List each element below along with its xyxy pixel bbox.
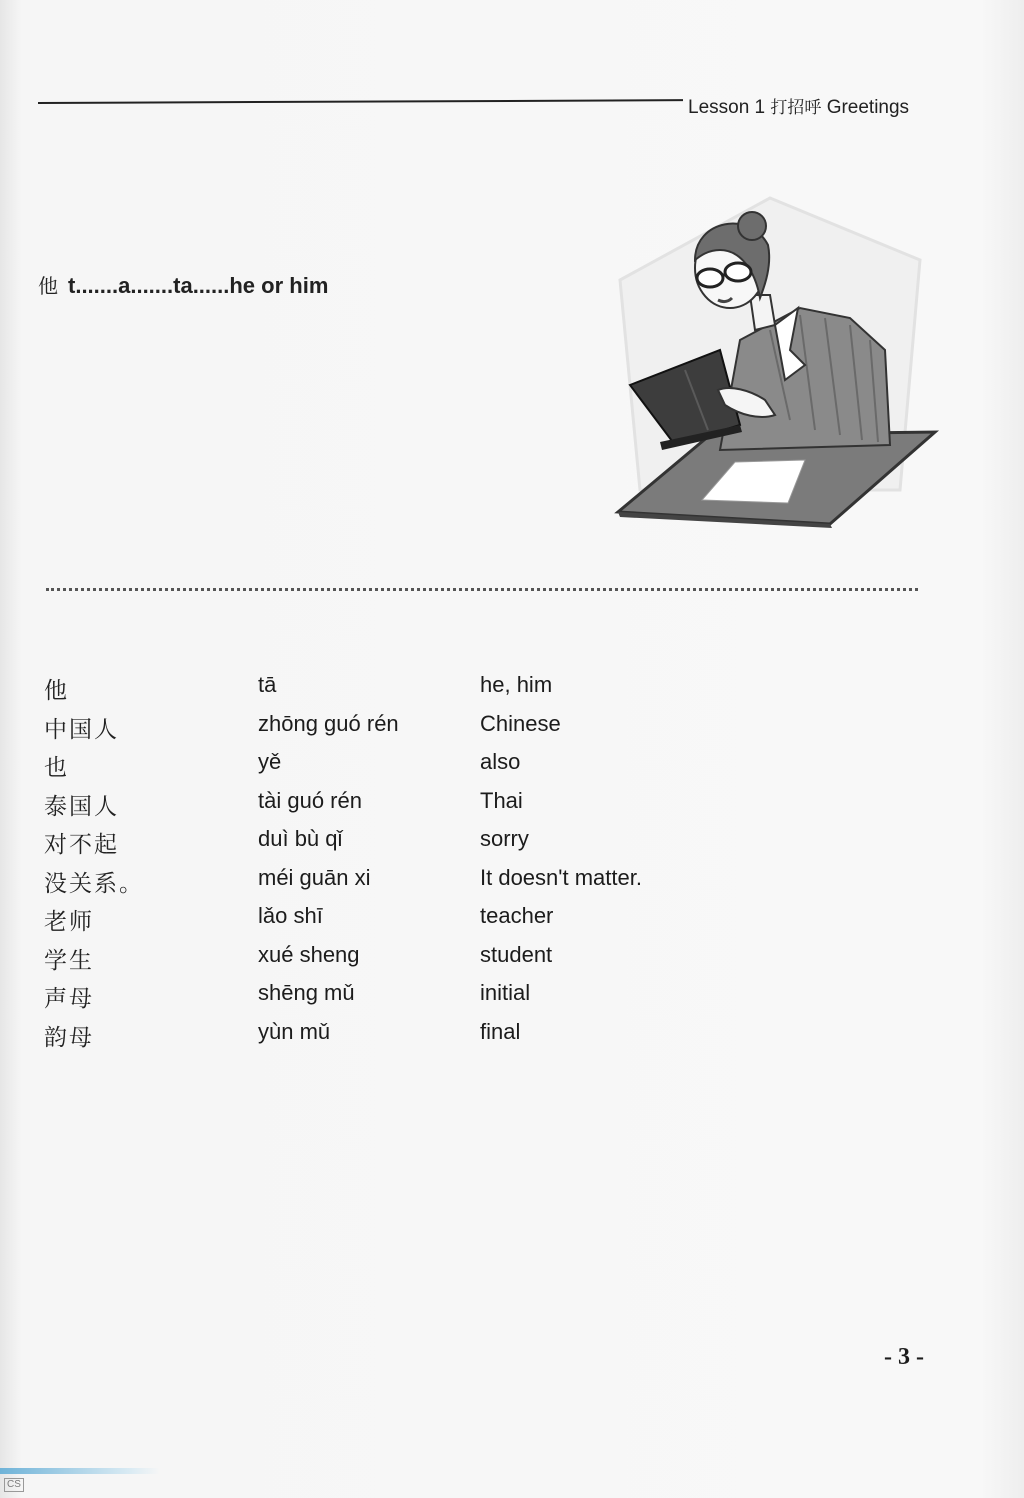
vocab-hanzi: 学生	[44, 947, 94, 974]
vocab-pinyin: tā	[258, 672, 277, 697]
vocab-pinyin: tài guó rén	[258, 787, 362, 813]
vocab-hanzi: 也	[44, 755, 69, 781]
running-header	[688, 93, 909, 119]
vocab-hanzi: 他	[44, 678, 69, 704]
scan-edge-tint	[0, 1468, 160, 1474]
pronunciation-hanzi: 他	[38, 274, 58, 298]
vocab-row	[44, 865, 744, 904]
teacher-reading-book-icon	[600, 190, 940, 530]
vocab-pinyin: xué sheng	[258, 941, 360, 967]
header-lesson-en: Greetings	[826, 97, 910, 118]
vocab-pinyin: duì bù qǐ	[258, 826, 343, 851]
vocab-hanzi: 中国人	[44, 716, 119, 743]
pronunciation-text: t.......a.......ta......he or him	[68, 273, 329, 298]
vocab-pinyin: zhōng guó rén	[258, 710, 399, 736]
vocab-english: also	[480, 749, 521, 774]
scanner-watermark: CS	[4, 1478, 24, 1492]
vocab-row	[44, 672, 744, 711]
vocab-hanzi: 对不起	[44, 832, 119, 858]
vocab-english: he, him	[480, 672, 553, 697]
vocab-row	[44, 711, 744, 750]
vocab-row	[44, 788, 744, 827]
vocab-english: sorry	[480, 826, 529, 851]
vocab-english: teacher	[480, 903, 554, 928]
vocab-row	[44, 942, 744, 981]
vocab-pinyin: yùn mǔ	[258, 1018, 331, 1044]
vocab-hanzi: 老师	[44, 909, 94, 935]
vocab-row	[44, 1019, 744, 1058]
pronunciation-line	[38, 270, 328, 299]
vocab-english: Thai	[480, 787, 523, 813]
section-divider	[46, 588, 918, 591]
page-number: - 3 -	[884, 1344, 924, 1370]
vocab-row	[44, 826, 744, 865]
vocab-english: It doesn't matter.	[480, 864, 642, 890]
vocab-pinyin: shēng mǔ	[258, 980, 355, 1005]
vocab-row	[44, 749, 744, 788]
vocab-pinyin: lǎo shī	[258, 903, 323, 928]
vocab-pinyin: yě	[258, 749, 282, 774]
vocab-row	[44, 903, 744, 942]
vocab-english: Chinese	[480, 710, 561, 736]
header-lesson: Lesson 1	[688, 97, 766, 118]
vocab-hanzi: 韵母	[44, 1024, 94, 1051]
vocab-row	[44, 980, 744, 1019]
vocab-hanzi: 泰国人	[44, 793, 119, 820]
vocab-english: student	[480, 941, 553, 967]
header-lesson-cn: 打招呼	[770, 98, 822, 118]
vocab-hanzi: 没关系。	[44, 870, 144, 897]
vocab-pinyin: méi guān xi	[258, 864, 371, 890]
vocab-english: initial	[480, 980, 531, 1005]
vocabulary-list	[44, 672, 744, 1057]
vocab-hanzi: 声母	[44, 986, 94, 1012]
vocab-english: final	[480, 1018, 521, 1044]
